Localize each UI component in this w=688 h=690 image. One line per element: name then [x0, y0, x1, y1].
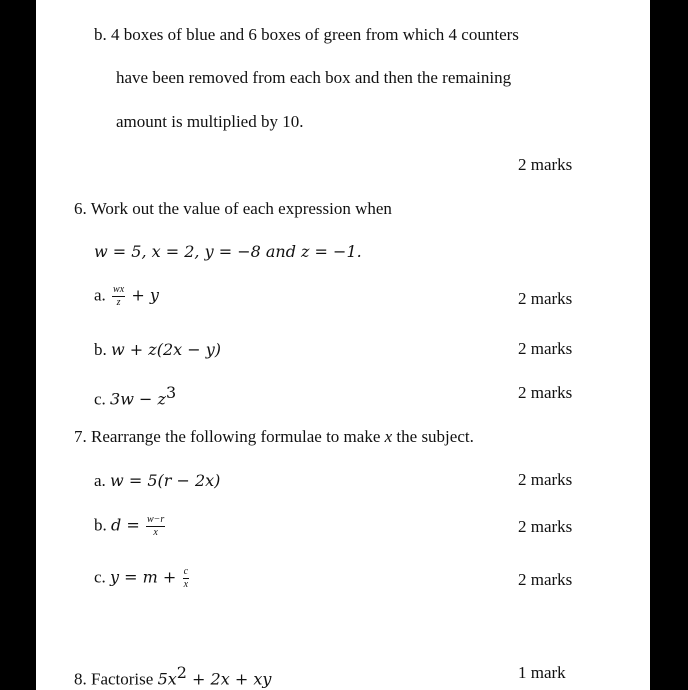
- q8: [74, 663, 271, 690]
- q5b-text-line1: 4 boxes of blue and 6 boxes of green from which 4 counters: [111, 25, 519, 44]
- q7c-lhs: y = m +: [110, 567, 177, 587]
- q6a-rest: + y: [131, 285, 159, 305]
- q7a-expression: w = 5(r − 2x): [110, 471, 221, 490]
- q6b-expression: w + z(2x − y): [111, 340, 222, 359]
- q7b-lhs: d =: [111, 515, 140, 535]
- q8-expression-b: + 2x + xy: [186, 669, 272, 689]
- q7a: [94, 471, 220, 491]
- q6-heading: [74, 199, 392, 219]
- q6c: [94, 383, 176, 410]
- q5b-marks: 2 marks: [518, 155, 573, 174]
- q7c-label: c.: [94, 567, 106, 587]
- q6-prompt: Work out the value of each expression when: [90, 199, 392, 218]
- q8-exponent: 2: [176, 663, 187, 682]
- q7b-marks: 2 marks: [518, 517, 573, 536]
- q7b-numerator: w−r: [146, 514, 165, 525]
- q7-number: 7.: [74, 427, 87, 446]
- q8-marks: 1 mark: [518, 663, 566, 682]
- q7b-label: b.: [94, 515, 107, 535]
- q7b-denominator: x: [153, 527, 158, 538]
- q6-number: 6.: [74, 199, 87, 218]
- q7a-marks: 2 marks: [518, 470, 573, 489]
- q6a: [94, 284, 159, 309]
- q8-number: 8.: [74, 669, 87, 689]
- q6a-marks: 2 marks: [518, 289, 573, 308]
- q7c: [94, 566, 191, 591]
- q5b-line1: [94, 25, 519, 45]
- q7-variable: x: [384, 427, 393, 446]
- q7b-fraction: [146, 514, 165, 539]
- q6a-label: a.: [94, 285, 106, 305]
- q6a-denominator: z: [116, 297, 121, 308]
- q6b: [94, 340, 221, 360]
- q7b: [94, 514, 167, 539]
- q5b-line2: have been removed from each box and then the remaining: [116, 68, 512, 87]
- q6a-fraction: [112, 284, 125, 309]
- q7c-denominator: x: [183, 579, 189, 590]
- q6c-expression: 3w − z: [110, 389, 166, 409]
- q7-prompt-end: the subject.: [396, 427, 474, 446]
- q8-expression-a: 5x: [157, 669, 177, 689]
- q7a-label: a.: [94, 471, 106, 490]
- q7-prompt-start: Rearrange the following formulae to make: [91, 427, 381, 446]
- q6c-marks: 2 marks: [518, 383, 573, 402]
- q7-heading: [74, 427, 474, 447]
- q6a-numerator: wx: [113, 284, 125, 295]
- q7c-marks: 2 marks: [518, 570, 573, 589]
- q6-values: w = 5, x = 2, y = −8 and z = −1.: [94, 242, 362, 261]
- q6c-exponent: 3: [165, 383, 177, 402]
- q6c-label: c.: [94, 389, 106, 409]
- q7c-numerator: c: [183, 566, 189, 577]
- q6b-marks: 2 marks: [518, 339, 573, 358]
- q8-prompt: Factorise: [91, 669, 154, 689]
- q5b-line3: amount is multiplied by 10.: [116, 112, 304, 131]
- q5b-label: b.: [94, 25, 107, 44]
- q7c-fraction: [183, 566, 189, 591]
- worksheet-page: [36, 0, 650, 690]
- q6b-label: b.: [94, 340, 107, 359]
